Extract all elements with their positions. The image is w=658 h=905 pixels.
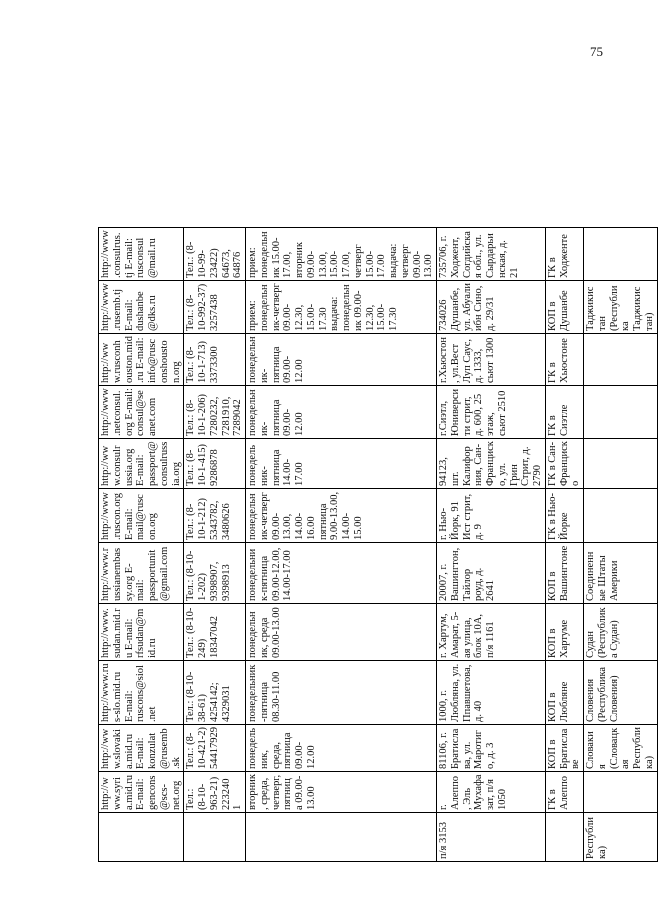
table-cell: Тел.: (8-10-1-713) 3373300 (184, 334, 246, 386)
table-cell (584, 772, 658, 813)
table-cell: ГК в Сиэтле (545, 386, 583, 439)
table-cell: понедельник, среда 09.00-13.00 (246, 604, 437, 661)
table-cell (184, 813, 246, 862)
table-cell (545, 813, 583, 862)
table-cell: ГК в Хьюстоне (545, 334, 583, 386)
table-cell: г. Нью-Йорк, 91 Ист стрит, д. 9 (437, 489, 546, 543)
table-cell (584, 334, 658, 386)
table-cell: http://www.russianembassy.org E-mail: passportunit@gmail.com (99, 543, 184, 604)
table-cell: п/я 3153 (437, 813, 546, 862)
table-cell: прием: понедельник 15.00-17.00, вторник 09.00-13.00, 15.00-17.00, четверг 15.00-17.00 выдача: четверг 09.00-13.00 (246, 228, 437, 281)
table-row-mission (545, 60, 583, 862)
table-cell: http://www.rusemb.tj E-mail: dushanbe@dks.ru (99, 281, 184, 334)
table-cell: http://www.rusconhouston.mid.ru E-mail: info@rusconshouston.org (99, 334, 184, 386)
table-cell: Тел.: (8-10-1-212) 5343782, 3480626 (184, 489, 246, 543)
table-cell: http://www.sudan.mid.ru E-mail: rfsudan@mid.ru (99, 604, 184, 661)
table-cell: http://www.slovakia.mid.ru E-mail: konzulat@rusemb.sk (99, 725, 184, 772)
table-cell: Словакия (Словацкая Республика) (584, 725, 658, 772)
table-cell: г. Алеппо, Эль Мухафазат, п/я 1050 (437, 772, 546, 813)
table-cell: Таджикистан (Республика Таджикистан) (584, 281, 658, 334)
table-cell: 81106, г. Братислава, ул. Маротиго, д. 3 (437, 725, 546, 772)
table-cell: 94123, шт. Калифорния, Сан-Франциско, ул. Грин Стрит, д. 2790 (437, 439, 546, 489)
table-cell (584, 489, 658, 543)
table-cell: прием: понедельник-четверг 09.00-12.30, 15.00-17.30 выдача: понедельник 09.00-12.30, 15.00-17.30 (246, 281, 437, 334)
table-row-web (99, 60, 184, 862)
table-cell: Тел.: (8-10-1-202) 9398907, 9398913 (184, 543, 246, 604)
table-cell: Тел.: (8-10-99-23422) 64673, 64876 (184, 228, 246, 281)
table-cell: 734026 Душанбе, ул. Абуали ибн Сино, д. 29/31 (437, 281, 546, 334)
table-cell: http://www.netconsul.org E-mail: consul@seanet.com (99, 386, 184, 439)
table-cell: понедельник-пятница 09.00-12.00, 14.00-17.00 (246, 543, 437, 604)
table-cell: КОП в Душанбе (545, 281, 583, 334)
table-cell: г.Сиэтл, Юниверсити стрит, д. 600, 25 этаж, сьют 2510 (437, 386, 546, 439)
table-row-hours (246, 60, 437, 862)
table-cell: 20007, г. Вашингтон, Тайлор роуд, д. 2641 (437, 543, 546, 604)
table-cell: понедельник-пятница 08.30-11.00 (246, 661, 437, 725)
table-cell: КОП в Хартуме (545, 604, 583, 661)
consulate-table-wrapper (98, 62, 655, 862)
table-cell: КОП в Любляне (545, 661, 583, 725)
table-cell: http://www.consulrus.tj E-mail: rusconsul@mail.ru (99, 228, 184, 281)
table-cell: 1000, г. Любляна, ул. Ппавшетова, д. 40 (437, 661, 546, 725)
table-cell: КОП в Братиславе (545, 725, 583, 772)
table-cell: понедельник-пятница 09.00-12.00 (246, 334, 437, 386)
table-cell: Тел.: (8-10-421-2) 54417929 (184, 725, 246, 772)
table-cell: г.Хьюстон, ул.Вест Луп Саус, д. 1333, сьют 1300 (437, 334, 546, 386)
table-cell: Тел.: (8-10-38-61) 4254142; 4329031 (184, 661, 246, 725)
table-cell (584, 228, 658, 281)
rotated-table-container (98, 62, 655, 862)
table-cell: г. Хартум, Амарат, 5-ая улица, блок 10А, п/я 1161 (437, 604, 546, 661)
table-cell: Словения (Республика Словения) (584, 661, 658, 725)
table-cell (584, 439, 658, 489)
table-cell: http://www.consulrussia.org E-mail: passport@consulrussia.org (99, 439, 184, 489)
table-row-phone (184, 60, 246, 862)
table-cell: понедельник-четверг 09.00-13.00, 14.00-16.00 пятница 9.00-13.00, 14.00-15.00 (246, 489, 437, 543)
table-cell: Тел.: (8-10-249) 18347042 (184, 604, 246, 661)
table-cell: 735706, г. Ходжент, Согдийская обл., ул. Сырдарьинская, д. 21 (437, 228, 546, 281)
table-cell: Судан (Республика Судан) (584, 604, 658, 661)
table-cell: http://www.syria.mid.ru E-mail: gencons@scs-net.org (99, 772, 184, 813)
table-cell (246, 813, 437, 862)
table-cell: http://www.rus-slo.mid.ru E-mail: ruscons@siol.net (99, 661, 184, 725)
table-cell: понедельник-пятница 14.00-17.00 (246, 439, 437, 489)
table-cell: вторник, среда, четверг, пятница 09.00-13.00 (246, 772, 437, 813)
table-cell: Тел.: (8-10-963-21) 2232401 (184, 772, 246, 813)
table-cell (584, 386, 658, 439)
table-cell: ГК в Ходженте (545, 228, 583, 281)
table-cell: ГК в Сан-Франциско (545, 439, 583, 489)
table-row-country (584, 60, 658, 862)
table-cell: Республика) (584, 813, 658, 862)
table-cell: Тел.: (8-10-992-37) 3257438 (184, 281, 246, 334)
table-cell (99, 813, 184, 862)
table-cell: понедельник, среда, пятница 09.00-12.00 (246, 725, 437, 772)
consulate-table (98, 59, 658, 862)
table-row-address (437, 60, 546, 862)
table-cell: ГК в Нью-Йорке (545, 489, 583, 543)
table-cell: понедельник-пятница 09.00-12.00 (246, 386, 437, 439)
table-cell: http://www.ruscon.org E-mail: mail@ruscon.org (99, 489, 184, 543)
table-cell: КОП в Вашингтоне (545, 543, 583, 604)
table-cell: ГК в Алеппо (545, 772, 583, 813)
table-cell: Соединенные Штаты Америки (584, 543, 658, 604)
table-cell: Тел.: (8-10-1-206) 7280232, 7281910, 7289042 (184, 386, 246, 439)
table-cell: Тел.: (8-10-1-415) 9286878 (184, 439, 246, 489)
page-number: 75 (590, 44, 603, 59)
